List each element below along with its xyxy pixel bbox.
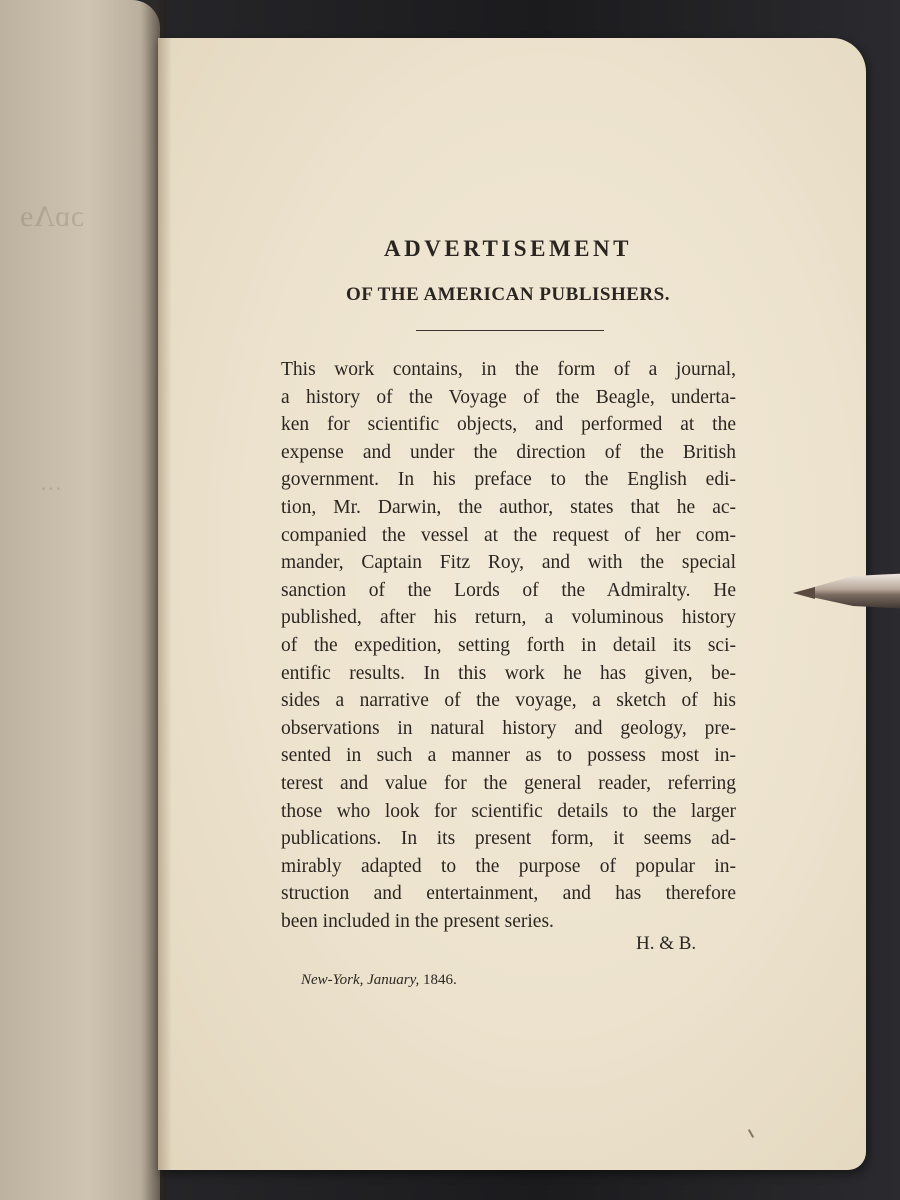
dateline-year: 1846. [422,972,457,988]
body-line: publications. In its present form, it seems ad- [281,828,736,850]
body-line: a history of the Voyage of the Beagle, underta- [281,386,736,408]
body-paragraph [281,356,736,935]
left-facing-page [0,0,160,1200]
book-page [158,38,866,1170]
body-line: expense and under the direction of the British [281,441,736,463]
page-inner-edge [158,38,172,1170]
body-line: observations in natural history and geology, pre- [281,717,736,739]
bleed-through-text: … [40,470,62,495]
body-line: sented in such a manner as to possess most in- [281,745,736,767]
page-title: ADVERTISEMENT [384,236,632,261]
divider-rule [416,330,604,331]
page-subtitle: OF THE AMERICAN PUBLISHERS. [346,284,670,305]
body-line: tion, Mr. Darwin, the author, states that he ac- [281,496,736,518]
body-line: government. In his preface to the English edi- [281,469,736,491]
body-line: been included in the present series. [281,910,554,932]
pencil-pointer [793,566,900,616]
body-line: ken for scientific objects, and performed at the [281,414,736,436]
body-line: sanction of the Lords of the Admiralty. He [281,579,736,601]
dateline [301,972,457,989]
pencil-tip [793,587,815,599]
body-line: mander, Captain Fitz Roy, and with the special [281,552,736,574]
dateline-place: New-York, January, [301,972,420,988]
body-line: struction and entertainment, and has therefore [281,883,736,905]
body-line: entific results. In this work he has given, be- [281,662,736,684]
body-line: those who look for scientific details to the larger [281,800,736,822]
bleed-through-text: ɔɒɅɘ [20,200,85,233]
body-line: terest and value for the general reader, referring [281,772,736,794]
body-line: published, after his return, a voluminous history [281,607,736,629]
signature: H. & B. [636,933,697,954]
body-line: This work contains, in the form of a journal, [281,359,736,380]
body-line: companied the vessel at the request of her com- [281,524,736,546]
paper-speck [748,1129,754,1138]
body-line: sides a narrative of the voyage, a sketch of his [281,690,736,712]
body-line: mirably adapted to the purpose of popular in- [281,855,736,877]
body-line: of the expedition, setting forth in detail its sci- [281,634,736,656]
